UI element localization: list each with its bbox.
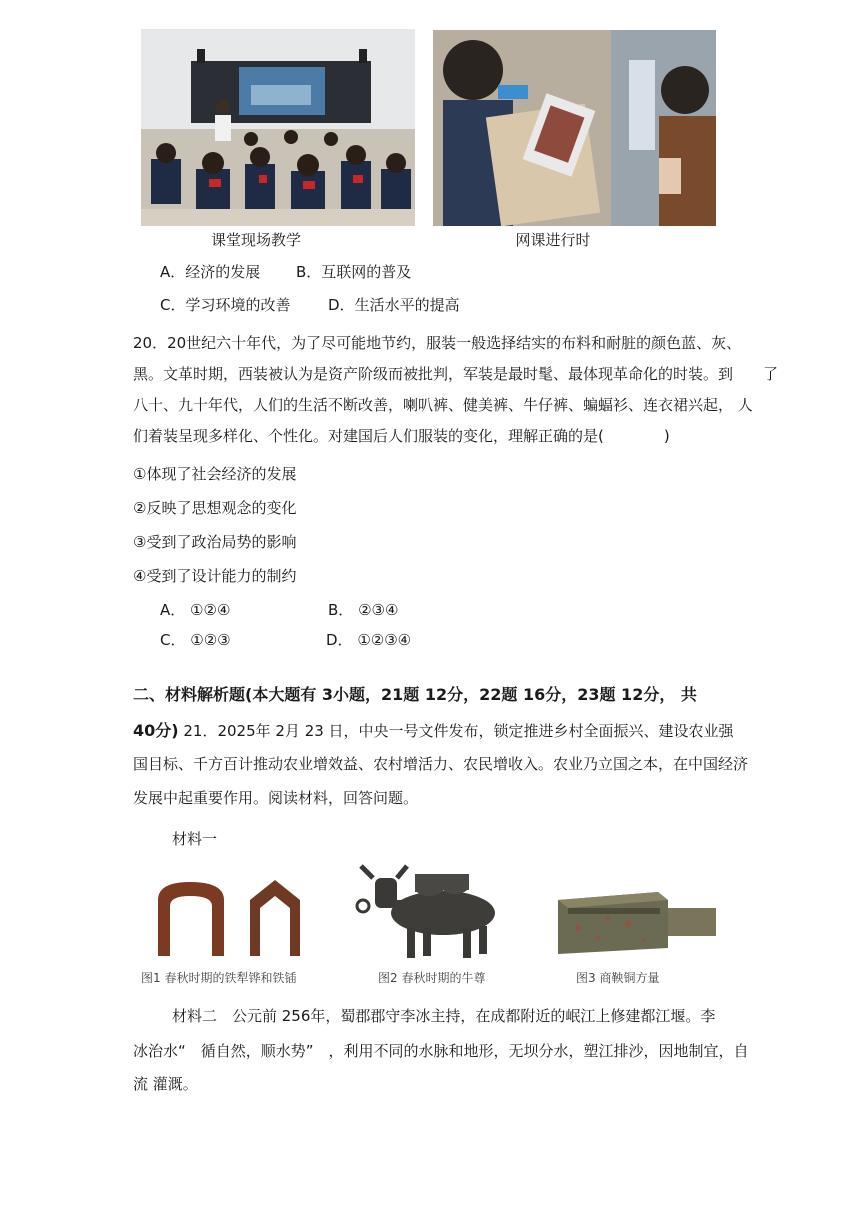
q20-option-a: A． ①②④: [160, 601, 231, 619]
question-21-line: 国目标、千方百计推动农业增效益、农村增活力、农民增收入。农业乃立国之本，在中国经济: [133, 755, 749, 773]
material-2-line: 材料二 公元前 256年，蜀郡郡守李冰主持，在成都附近的岷江上修建都江堰。李: [172, 1007, 716, 1025]
ox-zun-image: [355, 858, 505, 963]
section-heading: 二、材料解析题(本大题有 3小题，21题 12分，22题 16分，23题 12分， 共: [133, 685, 697, 704]
material-2-line: 冰治水“ 循自然，顺水势” ，利用不同的水脉和地形，无坝分水，塑江排沙，因地制宜，自: [133, 1042, 749, 1060]
statement-4: ④受到了设计能力的制约: [133, 567, 297, 585]
question-20-line: 们着装呈现多样化、个性化。对建国后人们服装的变化，理解正确的是( ): [133, 427, 670, 445]
question-21-line: 发展中起重要作用。阅读材料，回答问题。: [133, 789, 419, 807]
material-2-line: 流 灌溉。: [133, 1075, 198, 1093]
iron-plough-image: [150, 870, 310, 960]
figure-caption-online: 网课进行时: [515, 231, 591, 249]
question-20-line: 20．20世纪六十年代，为了尽可能地节约，服装一般选择结实的布料和耐脏的颜色蓝、灰、: [133, 334, 742, 352]
statement-1: ①体现了社会经济的发展: [133, 465, 297, 483]
option-a: A．经济的发展: [160, 263, 261, 281]
q20-option-c: C． ①②③: [160, 631, 231, 649]
artifact-caption-1: 图1 春秋时期的铁犁铧和铁锸: [141, 971, 297, 985]
q20-option-d: D． ①②③④: [326, 631, 412, 649]
artifact-caption-2: 图2 春秋时期的牛尊: [378, 971, 486, 985]
question-21-first-line: 40分) 21．2025年 2月 23 日，中央一号文件发布，锁定推进乡村全面振兴、建设农业强: [133, 721, 734, 740]
bronze-measure-image: [548, 888, 718, 958]
section-heading-cont: 40分): [133, 721, 179, 740]
statement-2: ②反映了思想观念的变化: [133, 499, 297, 517]
option-d: D．生活水平的提高: [328, 296, 460, 314]
material-1-label: 材料一: [172, 830, 218, 848]
question-20-line: 八十、九十年代，人们的生活不断改善，喇叭裤、健美裤、牛仔裤、蝙蝠衫、连衣裙兴起， 人: [133, 396, 753, 414]
statement-3: ③受到了政治局势的影响: [133, 533, 297, 551]
classroom-photo: [141, 29, 415, 226]
option-b: B．互联网的普及: [296, 263, 412, 281]
q20-option-b: B． ②③④: [328, 601, 399, 619]
online-class-photo: [433, 30, 716, 226]
option-c: C．学习环境的改善: [160, 296, 291, 314]
figure-caption-classroom: 课堂现场教学: [210, 231, 301, 249]
artifact-caption-3: 图3 商鞅铜方量: [576, 971, 660, 985]
question-20-line: 黑。文革时期，西装被认为是资产阶级而被批判，军装是最时髦、最体现革命化的时装。到 了: [133, 365, 779, 383]
